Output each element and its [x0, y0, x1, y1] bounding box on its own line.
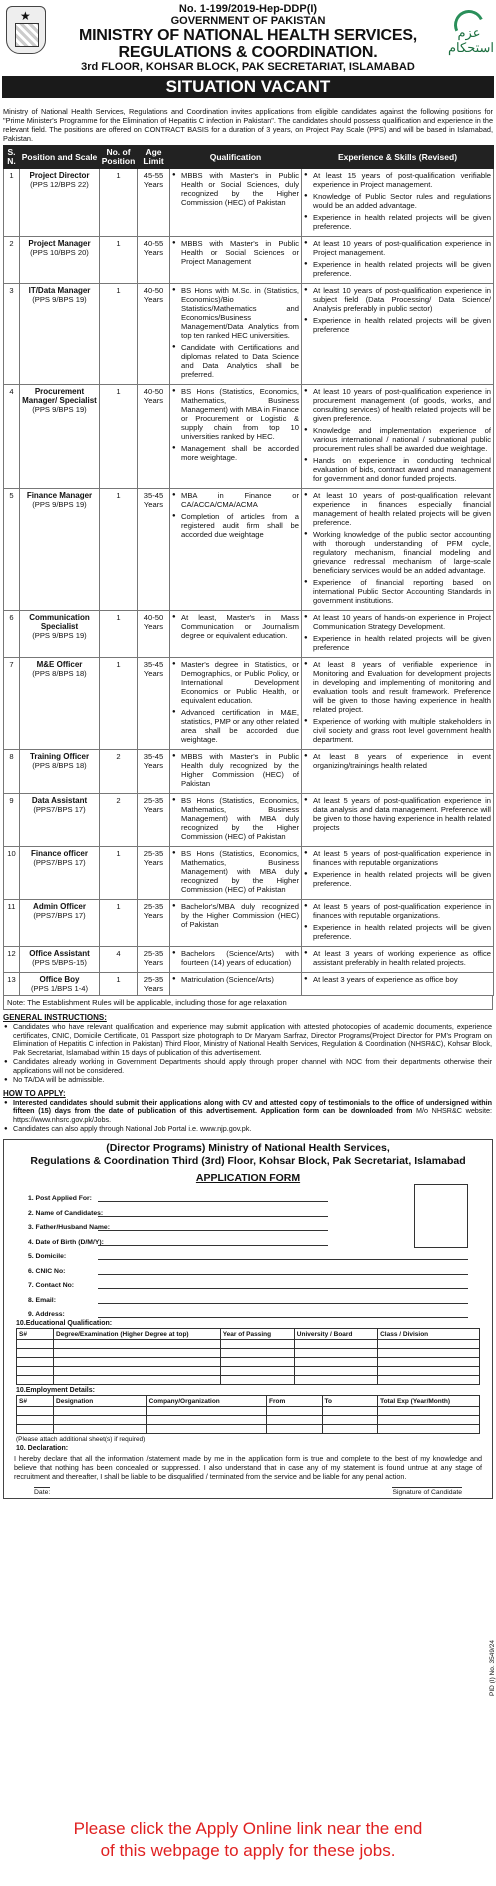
col-experience: Experience & Skills (Revised) — [302, 146, 494, 169]
education-title: 10.Educational Qualification: — [16, 1320, 113, 1327]
list-item: ● Candidates who have relevant qualification and experience may submit application with attested photocopies of academic documents, experience certificates, CNIC, Domicile Certificate, 01 Passport size photograph to Dr Maryam Sarfraz, Director Programs(Project Director for PM's Program on Elimination of Hepatitis C infection in Pakistan) Third Floor, Ministry of National Health Services, Regulation & Coordination (NHSR&C), Kohsar Block, Pak Secretariat, Islamabad within 15 days of publication of this advertisement. — [4, 1023, 492, 1057]
cell-qualification — [170, 385, 302, 489]
apply-online-notice[interactable] — [0, 1818, 496, 1862]
list-item: ● At least 10 years of hands-on experience in Project Communication Strategy Development. — [304, 613, 491, 631]
table-row — [4, 611, 494, 658]
position-scale: (PPS7/BPS 17) — [33, 805, 86, 814]
list-item: ● MBBS with Master's in Public Health duly recognized by the Higher Commission (HEC) of Pakistan — [172, 752, 299, 788]
government-title: GOVERNMENT OF PAKISTAN — [170, 15, 326, 27]
position-title: Office Boy — [39, 975, 80, 984]
col-age: Age Limit — [138, 146, 170, 169]
position-title: Data Assistant — [31, 796, 88, 805]
cell-age: 35-45 Years — [138, 658, 170, 750]
cell-count: 2 — [100, 750, 138, 794]
table-row — [4, 973, 494, 996]
table-row[interactable] — [17, 1358, 480, 1367]
cell-count: 1 — [100, 973, 138, 996]
how-to-apply-list — [0, 1099, 496, 1134]
position-title: M&E Officer — [36, 660, 83, 669]
cell-qualification — [170, 973, 302, 996]
photo-box — [414, 1184, 468, 1248]
table-row — [4, 169, 494, 237]
field-cnic: 6. CNIC No: — [28, 1260, 468, 1275]
position-title: Project Manager — [28, 239, 91, 248]
table-note: Note: The Establishment Rules will be applicable, including those for age relaxation — [3, 996, 493, 1010]
cell-qualification — [170, 794, 302, 847]
address-input[interactable] — [98, 1310, 468, 1318]
father-name-input[interactable] — [98, 1223, 328, 1231]
list-item: ● Experience in health related projects will be given preference — [304, 316, 491, 334]
cell-experience — [302, 169, 494, 237]
list-item: ● Experience of financial reporting based on international Public Sector Accounting Standards in government institutions. — [304, 578, 491, 605]
cell-position — [20, 973, 100, 996]
position-title: Finance officer — [31, 849, 88, 858]
list-item: ● Bachelor's/MBA duly recognized by the Higher Commission (HEC) of Pakistan — [172, 902, 299, 929]
field-dob: 4. Date of Birth (D/M/Y): — [28, 1231, 328, 1246]
position-title: Office Assistant — [29, 949, 90, 958]
cell-experience — [302, 750, 494, 794]
cell-position — [20, 750, 100, 794]
edu-col-class: Class / Division — [378, 1329, 480, 1340]
cell-count: 1 — [100, 284, 138, 385]
cell-qualification — [170, 900, 302, 947]
cell-sn: 13 — [4, 973, 20, 996]
table-row — [4, 658, 494, 750]
emp-col-designation: Designation — [54, 1396, 147, 1407]
position-scale: (PPS 8/BPS 18) — [32, 761, 87, 770]
cell-count: 1 — [100, 385, 138, 489]
email-input[interactable] — [98, 1296, 468, 1304]
position-scale: (PPS 9/BPS 19) — [32, 631, 87, 640]
list-item: ● Matriculation (Science/Arts) — [172, 975, 299, 984]
cell-age: 25-35 Years — [138, 973, 170, 996]
domicile-input[interactable] — [98, 1252, 468, 1260]
list-item: ● Knowledge of Public Sector rules and regulations would be an added advantage. — [304, 192, 491, 210]
cell-count: 1 — [100, 900, 138, 947]
col-count: No. of Position — [100, 146, 138, 169]
general-instructions-list — [0, 1023, 496, 1085]
cell-experience — [302, 237, 494, 284]
cell-sn: 2 — [4, 237, 20, 284]
position-scale: (PPS 8/BPS 18) — [32, 669, 87, 678]
list-item: ● At least 3 years of experience as office boy — [304, 975, 491, 984]
position-scale: (PPS 9/BPS 19) — [32, 405, 87, 414]
reference-number: No. 1-199/2019-Hep-DDP(I) — [178, 3, 318, 15]
azm-e-istehkam-logo: عزم استحکام — [448, 8, 490, 56]
cell-age: 25-35 Years — [138, 947, 170, 973]
apply-notice-line1: Please click the Apply Online link near the end — [73, 1819, 423, 1838]
position-scale: (PPS 9/BPS 19) — [32, 500, 87, 509]
position-title: Procurement Manager/ Specialist — [22, 387, 97, 405]
emp-col-from: From — [267, 1396, 323, 1407]
list-item: ● Experience in health related projects will be given preference. — [304, 260, 491, 278]
attach-note: (Please attach additional sheet(s) if required) — [16, 1436, 146, 1443]
list-item: ● At least 15 years of post-qualification verifiable experience in Project management. — [304, 171, 491, 189]
list-item: ● At least 10 years of post-qualification relevant experience in finances especially financial management of health related projects will be given preference. — [304, 491, 491, 527]
cell-position — [20, 284, 100, 385]
table-row — [4, 947, 494, 973]
list-item: ● At least 5 years of post-qualification experience in finances with reputable organizations. — [304, 902, 491, 920]
cnic-input[interactable] — [98, 1267, 468, 1275]
list-item: ● BS Hons (Statistics, Economics, Mathematics, Business Management) with MBA duly recognized by the Higher Commission (HEC) of Pakistan — [172, 849, 299, 894]
signature-row — [4, 1481, 492, 1496]
cell-age: 35-45 Years — [138, 489, 170, 611]
cell-age: 25-35 Years — [138, 794, 170, 847]
cell-sn: 10 — [4, 847, 20, 900]
cell-position — [20, 847, 100, 900]
table-row[interactable] — [17, 1407, 480, 1416]
ministry-name-line1: MINISTRY OF NATIONAL HEALTH SERVICES, — [78, 27, 418, 44]
education-table — [16, 1328, 480, 1385]
position-scale: (PPS 5/BPS-15) — [32, 958, 87, 967]
list-item: ● MBA in Finance or CA/ACCA/CMA/ACMA — [172, 491, 299, 509]
declaration-text: I hereby declare that all the information /statement made by me in the application form is true and complete to the best of my knowledge and believe that nothing has been concealed or suppressed. I also understand that in case any of my statement is found untrue at any stage of recruitment and thereafter, I shall be liable to be disqualified / terminated from the service and be liable for any penal action. — [14, 1454, 482, 1481]
position-title: Training Officer — [29, 752, 90, 761]
list-item: ● Experience in health related projects will be given preference. — [304, 870, 491, 888]
cell-sn: 6 — [4, 611, 20, 658]
table-row[interactable] — [17, 1340, 480, 1349]
position-scale: (PPS7/BPS 17) — [33, 911, 86, 920]
field-email: 8. Email: — [28, 1289, 468, 1304]
how-to-apply-title: HOW TO APPLY: — [3, 1088, 66, 1098]
list-item: ● At least 10 years of post-qualification experience in procurement management (of goods, works, and consulting services) of health related projects will be given preference. — [304, 387, 491, 423]
contact-input[interactable] — [98, 1281, 468, 1289]
table-row[interactable] — [17, 1416, 480, 1425]
cell-experience — [302, 900, 494, 947]
positions-table — [3, 145, 494, 996]
position-scale: (PPS 1/BPS 1-4) — [31, 984, 88, 993]
cell-sn: 3 — [4, 284, 20, 385]
list-item: ● Candidate with Certifications and diplomas related to Data Science and Data Analytics shall be preferred. — [172, 343, 299, 379]
table-row[interactable] — [17, 1349, 480, 1358]
apply-website-link[interactable]: M/o NHSR&C website: https://www.nhsrc.gov.pk/Jobs. — [13, 1106, 492, 1124]
cell-count: 1 — [100, 169, 138, 237]
position-title: Project Director — [29, 171, 90, 180]
table-row — [4, 847, 494, 900]
cell-count: 1 — [100, 237, 138, 284]
cell-sn: 5 — [4, 489, 20, 611]
list-item: ● At least 8 years of verifiable experience in Monitoring and Evaluation for development projects in developing and implementing of monitoring and evaluation tools and result framework. Preference will be given to those having experience in health related project. — [304, 660, 491, 714]
col-qualification: Qualification — [170, 146, 302, 169]
signature-label: Signature of Candidate — [392, 1489, 462, 1496]
cell-sn: 4 — [4, 385, 20, 489]
cell-count: 1 — [100, 847, 138, 900]
cell-sn: 7 — [4, 658, 20, 750]
ministry-address: 3rd FLOOR, KOHSAR BLOCK, PAK SECRETARIAT, ISLAMABAD — [81, 61, 415, 73]
cell-age: 25-35 Years — [138, 900, 170, 947]
list-item: ● At least 5 years of post-qualification experience in finances with reputable organizations — [304, 849, 491, 867]
table-row — [4, 237, 494, 284]
field-contact: 7. Contact No: — [28, 1275, 468, 1290]
cell-position — [20, 658, 100, 750]
form-fields — [4, 1184, 492, 1319]
list-item: ● At least, Master's in Mass Communication or Journalism degree or equivalent education. — [172, 613, 299, 640]
list-item: ● Master's degree in Statistics, or Demographics, or Public Policy, or International Development Economics or Public Health, or equivalent education. — [172, 660, 299, 705]
list-item: ● Completion of articles from a registered audit firm shall be accorded due weightage — [172, 512, 299, 539]
cell-experience — [302, 973, 494, 996]
field-name: 2. Name of Candidates: — [28, 1202, 328, 1217]
list-item: ● At least 5 years of post-qualification experience in data analysis and data management. Preference will be given to those having experience in health related projects — [304, 796, 491, 832]
cell-count: 1 — [100, 489, 138, 611]
form-header-line1: (Director Programs) Ministry of National Health Services, — [106, 1141, 390, 1154]
table-row — [4, 284, 494, 385]
cell-experience — [302, 489, 494, 611]
cell-experience — [302, 658, 494, 750]
cell-position — [20, 385, 100, 489]
cell-position — [20, 237, 100, 284]
list-item: ● MBBS with Master's in Public Health or Social Sciences, duly recognized by the Higher Commission (HEC) of Pakistan — [172, 171, 299, 207]
table-row — [4, 385, 494, 489]
cell-position — [20, 611, 100, 658]
position-scale: (PPS 9/BPS 19) — [32, 295, 87, 304]
list-item: ● At least 3 years of working experience as office assistant preferably in health related projects. — [304, 949, 491, 967]
cell-position — [20, 489, 100, 611]
field-post: 1. Post Applied For: — [28, 1188, 328, 1203]
list-item: ● At least 10 years of post-qualification experience in subject field (Data Processing/ Data Science/ Analysis preferably in public sector) — [304, 286, 491, 313]
form-header — [4, 1140, 492, 1168]
cell-age: 35-45 Years — [138, 750, 170, 794]
cell-age: 40-55 Years — [138, 237, 170, 284]
position-scale: (PPS 12/BPS 22) — [30, 180, 89, 189]
cell-count: 1 — [100, 658, 138, 750]
cell-sn: 1 — [4, 169, 20, 237]
position-scale: (PPS7/BPS 17) — [33, 858, 86, 867]
cell-experience — [302, 284, 494, 385]
cell-position — [20, 169, 100, 237]
date-label: Date: — [34, 1489, 51, 1496]
cell-qualification — [170, 750, 302, 794]
position-title: IT/Data Manager — [28, 286, 91, 295]
header — [0, 0, 496, 104]
form-title: APPLICATION FORM — [195, 1171, 301, 1184]
cell-age: 45-55 Years — [138, 169, 170, 237]
position-title: Finance Manager — [26, 491, 93, 500]
list-item: ● MBBS with Master's in Public Health or Social Sciences or Project Management — [172, 239, 299, 266]
cell-qualification — [170, 489, 302, 611]
list-item: ● Experience in health related projects will be given preference — [304, 634, 491, 652]
employment-title: 10.Employment Details: — [16, 1387, 95, 1394]
position-scale: (PPS 10/BPS 20) — [30, 248, 89, 257]
cell-position — [20, 947, 100, 973]
name-input[interactable] — [98, 1209, 328, 1217]
cell-age: 40-50 Years — [138, 385, 170, 489]
cell-age: 40-50 Years — [138, 611, 170, 658]
cell-qualification — [170, 284, 302, 385]
edu-col-university: University / Board — [294, 1329, 377, 1340]
cell-qualification — [170, 847, 302, 900]
cell-count: 2 — [100, 794, 138, 847]
list-item: ● BS Hons (Statistics, Economics, Mathematics, Business Management) with MBA in Finance or Procurement or Logistic & supply chain from top 10 universities ranked by HEC. — [172, 387, 299, 441]
situation-vacant-banner: SITUATION VACANT — [2, 76, 494, 98]
table-row — [4, 489, 494, 611]
cell-count: 4 — [100, 947, 138, 973]
application-form — [3, 1139, 493, 1500]
emp-col-to: To — [322, 1396, 378, 1407]
cell-experience — [302, 847, 494, 900]
cell-position — [20, 794, 100, 847]
cell-age: 25-35 Years — [138, 847, 170, 900]
cell-qualification — [170, 169, 302, 237]
general-instructions-title: GENERAL INSTRUCTIONS: — [3, 1013, 107, 1022]
pakistan-emblem-icon: ★ — [6, 6, 46, 54]
table-row[interactable] — [17, 1376, 480, 1385]
table-row — [4, 794, 494, 847]
table-row — [4, 750, 494, 794]
list-item: ● Working knowledge of the public sector accounting with thorough understanding of PFM cycle, regulatory mechanism, financial modeling and grievance redressal mechanism of large-scale beneficiary services would be an added advantage. — [304, 530, 491, 575]
cell-experience — [302, 947, 494, 973]
cell-qualification — [170, 237, 302, 284]
list-item: ● Bachelors (Science/Arts) with fourteen (14) years of education) — [172, 949, 299, 967]
edu-col-year: Year of Passing — [220, 1329, 294, 1340]
list-item: ● BS Hons with M.Sc. in (Statistics, Economics)/Bio Statistics/Mathematics and Economics/Business Management/Data Analytics from top ten ranked HEC universities. — [172, 286, 299, 340]
dob-input[interactable] — [98, 1238, 328, 1246]
list-item: ● Experience of working with multiple stakeholders in civil society and grass root level government health department. — [304, 717, 491, 744]
list-item: ● At least 10 years of post-qualification experience in Project management. — [304, 239, 491, 257]
cell-qualification — [170, 658, 302, 750]
list-item: ● No TA/DA will be admissible. — [4, 1076, 492, 1085]
col-position: Position and Scale — [20, 146, 100, 169]
table-row — [4, 900, 494, 947]
cell-experience — [302, 385, 494, 489]
cell-experience — [302, 794, 494, 847]
edu-col-degree: Degree/Examination (Higher Degree at top) — [54, 1329, 221, 1340]
list-item: ● Experience in health related projects will be given preference. — [304, 213, 491, 231]
form-header-line2: Regulations & Coordination Third (3rd) Floor, Kohsar Block, Pak Secretariat, Islamabad — [30, 1154, 466, 1167]
field-address: 9. Address: — [28, 1304, 468, 1319]
list-item: ● At least 8 years of experience in event organizing/trainings health related — [304, 752, 491, 770]
list-item: ● Knowledge and implementation experience of various international / national / subnational public procurement rules shall be awarded due weightage. — [304, 426, 491, 453]
cell-position — [20, 900, 100, 947]
cell-sn: 9 — [4, 794, 20, 847]
cell-sn: 8 — [4, 750, 20, 794]
table-row[interactable] — [17, 1367, 480, 1376]
table-header-row — [4, 146, 494, 169]
cell-count: 1 — [100, 611, 138, 658]
apply-instruction-bold: Interested candidates should submit their applications along with CV and attested copy of testimonials to the office of undersigned within fifteen (15) days from the date of publication of this advertisement. Application form can be downloaded from — [13, 1097, 492, 1115]
col-sn: S. N. — [4, 146, 20, 169]
cell-qualification — [170, 947, 302, 973]
post-input[interactable] — [98, 1194, 328, 1202]
ministry-name-line2: REGULATIONS & COORDINATION. — [118, 44, 378, 61]
cell-sn: 12 — [4, 947, 20, 973]
apply-notice-line2: of this webpage to apply for these jobs. — [100, 1841, 396, 1860]
position-title: Admin Officer — [33, 902, 86, 911]
list-item: ● Experience in health related projects will be given preference. — [304, 923, 491, 941]
pid-number: PID (I) No. 3549/24 — [489, 1640, 496, 1696]
list-item: ● Advanced certification in M&E, statistics, PMP or any other related area shall be accorded due weightage. — [172, 708, 299, 744]
position-title: Communication Specialist — [29, 613, 90, 631]
emp-col-sn: S# — [17, 1396, 54, 1407]
field-domicile: 5. Domicile: — [28, 1246, 468, 1261]
list-item: ● Management shall be accorded more weightage. — [172, 444, 299, 462]
field-father: 3. Father/Husband Name: — [28, 1217, 328, 1232]
list-item — [4, 1099, 492, 1125]
declaration-title: 10. Declaration: — [16, 1445, 69, 1452]
cell-qualification — [170, 611, 302, 658]
emp-col-total: Total Exp (Year/Month) — [378, 1396, 480, 1407]
list-item: ● Hands on experience in conducting technical evaluation of bids, contract award and management for government and donor funded projects. — [304, 456, 491, 483]
list-item: ● Candidates already working in Government Departments should apply through proper channel with NOC from their departments otherwise their applications will not be considered. — [4, 1058, 492, 1075]
intro-paragraph: Ministry of National Health Services, Regulations and Coordination invites applications from eligible candidates against the following positions for "Prime Minister's Programme for the Elimination of Hepatitis C infection in Pakistan". The candidates should possess qualification and experience in the relevant field. The positions are offered on CONTRACT BASIS for a duration of 3 years, on Project Pay Scale (PPS) and will be based in Islamabad, Pakistan. — [3, 107, 493, 143]
employment-table — [16, 1395, 480, 1434]
list-item: ● Candidates can also apply through National Job Portal i.e. www.njp.gov.pk. — [4, 1125, 492, 1134]
cell-experience — [302, 611, 494, 658]
table-row[interactable] — [17, 1425, 480, 1434]
cell-age: 40-50 Years — [138, 284, 170, 385]
list-item: ● BS Hons (Statistics, Economics, Mathematics, Business Management) with MBA duly recognized by the Higher Commission (HEC) of Pakistan — [172, 796, 299, 841]
edu-col-sn: S# — [17, 1329, 54, 1340]
emp-col-company: Company/Organization — [146, 1396, 266, 1407]
cell-sn: 11 — [4, 900, 20, 947]
